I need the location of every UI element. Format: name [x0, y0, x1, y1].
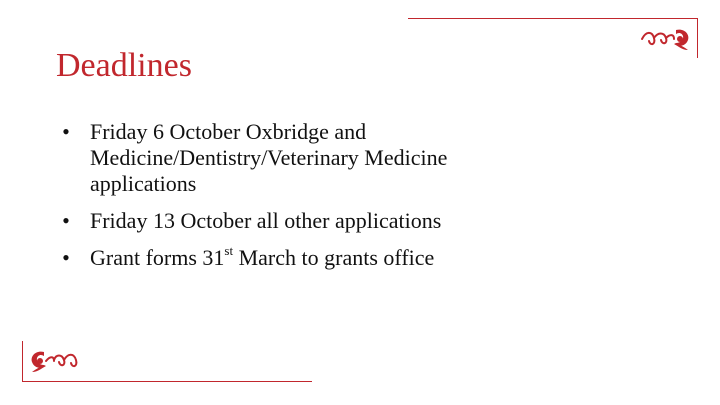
bullet-item	[56, 119, 656, 197]
bullet-list	[56, 119, 656, 282]
top-border-line	[408, 18, 698, 19]
bottom-border-line	[22, 381, 312, 382]
slide-title: Deadlines	[56, 47, 192, 84]
bullet-text-line	[90, 242, 656, 271]
ordinal-suffix: st	[224, 242, 234, 258]
bullet-text-line: Friday 6 October Oxbridge and	[90, 119, 367, 144]
floral-flourish-icon	[28, 348, 80, 374]
bullet-text-line: applications	[90, 171, 197, 196]
floral-flourish-icon	[640, 26, 692, 52]
bullet-text-line: Medicine/Dentistry/Veterinary Medicine	[90, 145, 448, 170]
top-right-border-line	[697, 18, 698, 58]
bullet-dot: •	[62, 119, 70, 144]
bottom-left-border-line	[22, 341, 23, 381]
bullet-item	[56, 242, 656, 271]
bullet-text-line: Friday 13 October all other applications	[90, 208, 442, 233]
bullet-item	[56, 208, 656, 234]
bullet-dot: •	[62, 208, 70, 233]
bullet-dot: •	[62, 245, 70, 270]
bullet-text-suffix: March to grants office	[233, 245, 435, 270]
bullet-text-prefix: Grant forms 31	[90, 245, 225, 270]
